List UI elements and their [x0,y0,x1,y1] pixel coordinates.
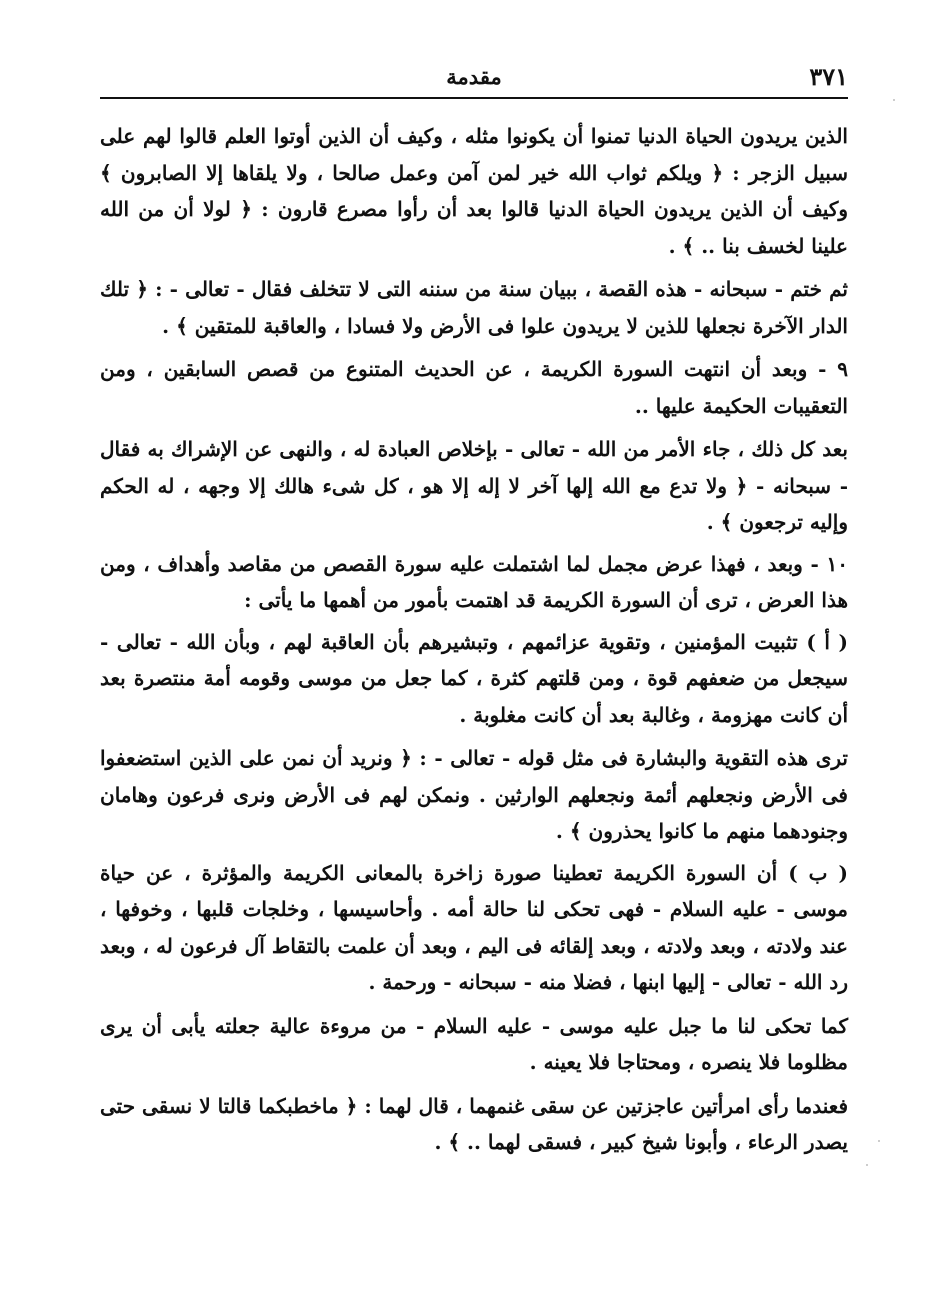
paragraph-2: ثم ختم - سبحانه - هذه القصة ، ببيان سنة من سننه التى لا تتخلف فقال - تعالى - : ﴿ تلك الدار الآخرة نجعلها للذين لا يريدون علوا فى الأرض ولا فسادا ، والعاقبة للمتقين ﴾ . [100,277,848,338]
paragraph-8: ( ب ) أن السورة الكريمة تعطينا صورة زاخرة بالمعانى الكريمة والمؤثرة ، عن حياة موسى - عليه السلام - فهى تحكى لنا حالة أمه . وأحاسيسها ، وخلجات قلبها ، وخوفها ، عند ولادته ، وبعد ولادته ، وبعد إلقائه فى اليم ، وبعد أن علمت بالتقاط آل فرعون له ، وبعد رد الله - تعالى - إليها ابنها ، فضلا منه - سبحانه - ورحمة . [100,860,848,994]
paragraph-10: فعندما رأى امرأتين عاجزتين عن سقى غنمهما ، قال لهما : ﴿ ماخطبكما قالتا لا نسقى حتى يصدر الرعاء ، وأبونا شيخ كبير ، فسقى لهما .. ﴾ . [100,1093,848,1154]
running-header [100,58,848,92]
paragraph-6: ( أ ) تثبيت المؤمنين ، وتقوية عزائمهم ، وتبشيرهم بأن العاقبة لهم ، وبأن الله - تعالى - سيجعل من ضعفهم قوة ، ومن قلتهم كثرة ، كما جعل من موسى وقومه أمة منتصرة بعد أن كانت مهزومة ، وغالبة بعد أن كانت مغلوبة . [100,629,848,727]
paragraph-5: ١٠ - وبعد ، فهذا عرض مجمل لما اشتملت عليه سورة القصص من مقاصد وأهداف ، ومن هذا العرض ، ترى أن السورة الكريمة قد اهتمت بأمور من أهمها ما يأتى : [100,551,848,612]
paragraph-4: بعد كل ذلك ، جاء الأمر من الله - تعالى - بإخلاص العبادة له ، والنهى عن الإشراك به فقال - سبحانه - ﴿ ولا تدع مع الله إلها آخر لا إله إلا هو ، كل شىء هالك إلا وجهه ، له الحكم وإليه ترجعون ﴾ . [100,437,848,534]
paragraph-7: ترى هذه التقوية والبشارة فى مثل قوله - تعالى - : ﴿ ونريد أن نمن على الذين استضعفوا فى الأرض ونجعلهم أئمة ونجعلهم الوارثين . ونمكن لهم فى الأرض ونرى فرعون وهامان وجنودهما منهم ما كانوا يحذرون ﴾ . [100,746,848,843]
body-text [100,118,848,1161]
paragraph-9: كما تحكى لنا ما جبل عليه موسى - عليه السلام - من مروءة عالية جعلته يأبى أن يرى مظلوما فلا ينصره ، ومحتاجا فلا يعينه . [100,1013,848,1074]
page-number: ٣٧١ [809,62,848,91]
header-divider [100,97,848,99]
scan-speck [866,1164,868,1166]
scan-speck [878,1140,880,1142]
paragraph-1: الذين يريدون الحياة الدنيا تمنوا أن يكونوا مثله ، وكيف أن الذين أوتوا العلم قالوا لهم على سبيل الزجر : ﴿ ويلكم ثواب الله خير لمن آمن وعمل صالحا ، ولا يلقاها إلا الصابرون ﴾ وكيف أن الذين يريدون الحياة الدنيا قالوا بعد أن رأوا مصرع قارون : ﴿ لولا أن من الله علينا لخسف بنا .. ﴾ . [100,124,848,258]
page-title: مقدمة [446,64,502,89]
scan-speck [893,99,895,101]
paragraph-3: ٩ - وبعد أن انتهت السورة الكريمة ، عن الحديث المتنوع من قصص السابقين ، ومن التعقيبات الحكيمة عليها .. [100,357,848,418]
